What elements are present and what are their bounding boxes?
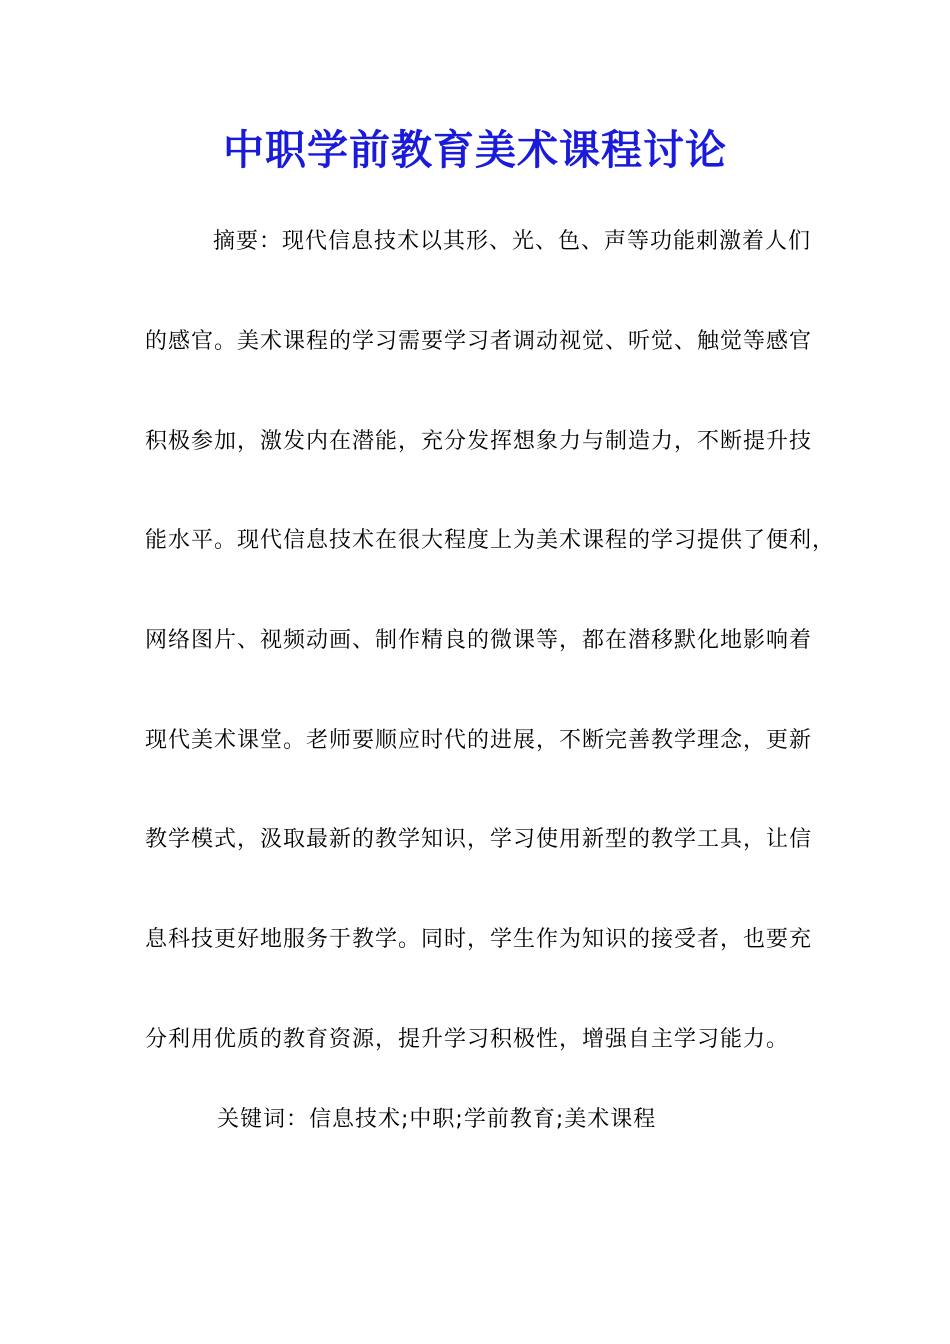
abstract-line-6: 现代美术课堂。老师要顺应时代的进展，不断完善教学理念，更新 [145, 728, 813, 753]
document-title: 中职学前教育美术课程讨论 [223, 126, 727, 174]
abstract-line-3: 积极参加，激发内在潜能，充分发挥想象力与制造力，不断提升技 [145, 429, 813, 454]
abstract-line-2: 的感官。美术课程的学习需要学习者调动视觉、听觉、触觉等感官 [145, 329, 813, 354]
abstract-line-8: 息科技更好地服务于教学。同时，学生作为知识的接受者，也要充 [145, 927, 813, 952]
keywords-line: 关键词：信息技术;中职;学前教育;美术课程 [217, 1107, 657, 1132]
abstract-line-1: 摘要：现代信息技术以其形、光、色、声等功能刺激着人们 [213, 229, 812, 254]
abstract-line-4: 能水平。现代信息技术在很大程度上为美术课程的学习提供了便利， [145, 528, 836, 553]
abstract-line-5: 网络图片、视频动画、制作精良的微课等，都在潜移默化地影响着 [145, 628, 813, 653]
abstract-line-7: 教学模式，汲取最新的教学知识，学习使用新型的教学工具，让信 [145, 827, 813, 852]
abstract-line-9: 分利用优质的教育资源，提升学习积极性，增强自主学习能力。 [145, 1027, 790, 1052]
